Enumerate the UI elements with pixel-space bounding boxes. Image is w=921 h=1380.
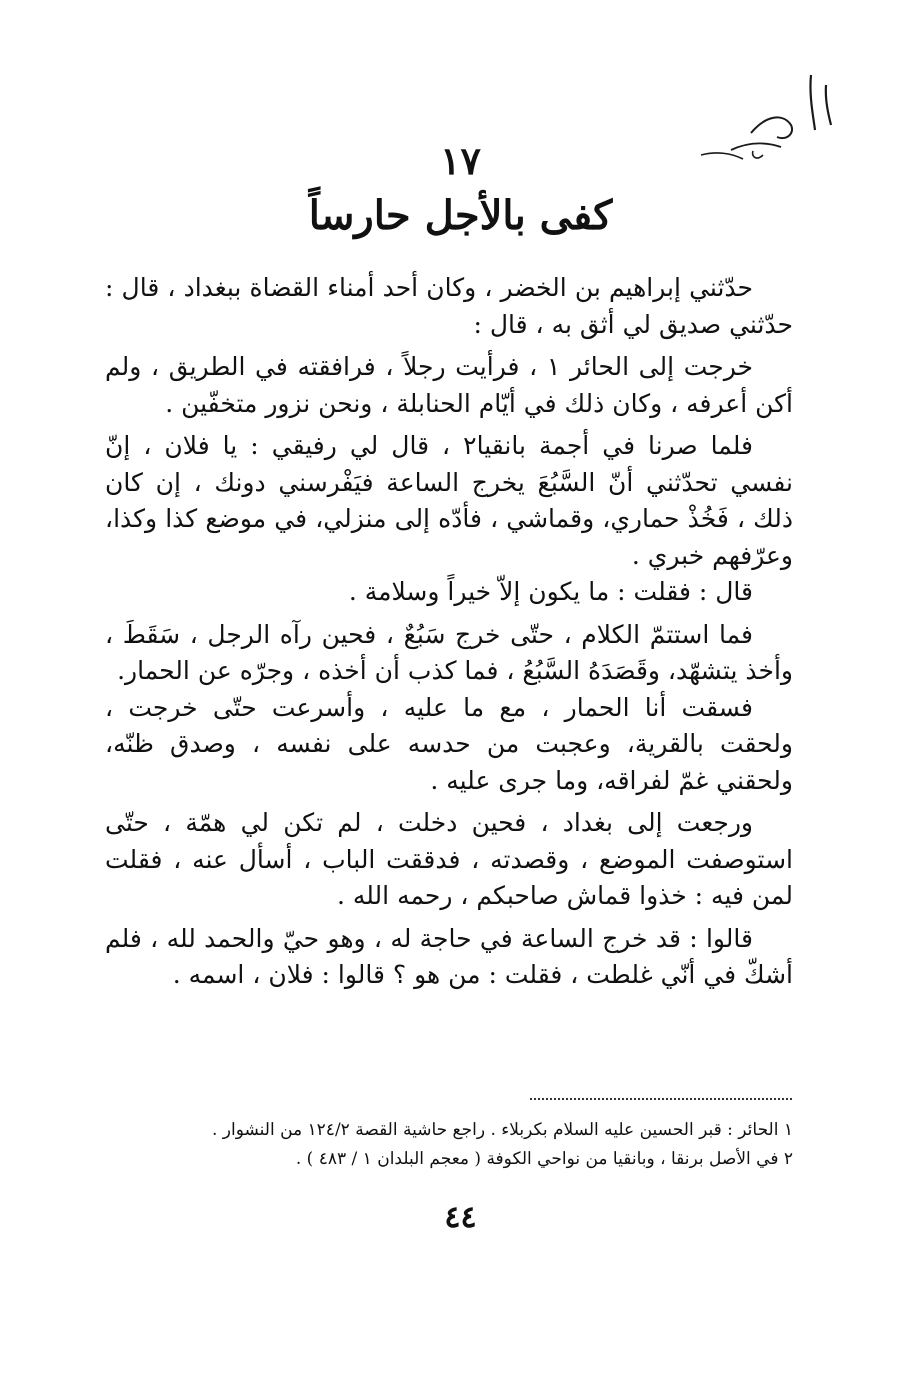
paragraph: فما استتمّ الكلام ، حتّى خرج سَبُعٌ ، فحين رآه الرجل ، سَقَطَ ، وأخذ يتشهّد، وقَصَدَهُ السَّبُعُ ، فما كذب أن أخذه ، وجرّه عن الحمار. — [105, 619, 793, 685]
paragraph: ورجعت إلى بغداد ، فحين دخلت ، لم تكن لي همّة ، حتّى استوصفت الموضع ، وقصدته ، فدققت الباب ، أسأل عنه ، فقلت لمن فيه : خذوا قماش صاحبكم ، رحمه الله . — [105, 808, 793, 910]
paragraph: فسقت أنا الحمار ، مع ما عليه ، وأسرعت حتّى خرجت ، ولحقت بالقرية، وعجبت من حدسه على نفسه ، وصدق ظنّه، ولحقني غمّ لفراقه، وما جرى عليه . — [105, 692, 793, 795]
paragraph: خرجت إلى الحائر ١ ، فرأيت رجلاً ، فرافقته في الطريق ، ولم أكن أعرفه ، وكان ذلك في أيّام الحنابلة ، ونحن نزور متخفّين . — [105, 352, 793, 418]
paragraph: قالوا : قد خرج الساعة في حاجة له ، وهو حيّ والحمد لله ، فلم أشكّ في أنّي غلطت ، فقلت : من هو ؟ قالوا : فلان ، اسمه . — [105, 923, 793, 989]
page-number: ٤٤ — [444, 1200, 477, 1235]
story-body — [105, 270, 793, 994]
chapter-title: كفى بالأجل حارساً — [308, 192, 613, 239]
footnote-divider — [530, 1098, 792, 1100]
footnote: ٢ في الأصل برنقا ، وبانقيا من نواحي الكوفة ( معجم البلدان ١ / ٤٨٣ ) . — [295, 1149, 793, 1169]
footnote: ١ الحائر : قبر الحسين عليه السلام بكربلاء . راجع حاشية القصة ١٢٤/٢ من النشوار . — [211, 1120, 793, 1140]
chapter-number: ١٧ — [440, 138, 481, 183]
paragraph: فلما صرنا في أجمة بانقيا٢ ، قال لي رفيقي : يا فلان ، إنّ نفسي تحدّثني أنّ السَّبُعَ يخرج الساعة فيَفْرسني دونك ، إن كان ذلك ، فَخُذْ حماري، وقماشي ، فأدّه إلى منزلي، في موضع كذا وكذا، وعرّفهم خبري . — [105, 431, 793, 570]
paragraph: قال : فقلت : ما يكون إلاّ خيراً وسلامة . — [348, 577, 753, 606]
footnotes — [110, 1116, 793, 1174]
paragraph: حدّثني إبراهيم بن الخضر ، وكان أحد أمناء القضاة ببغداد ، قال : حدّثني صديق لي أثق به ، قال : — [105, 273, 793, 339]
